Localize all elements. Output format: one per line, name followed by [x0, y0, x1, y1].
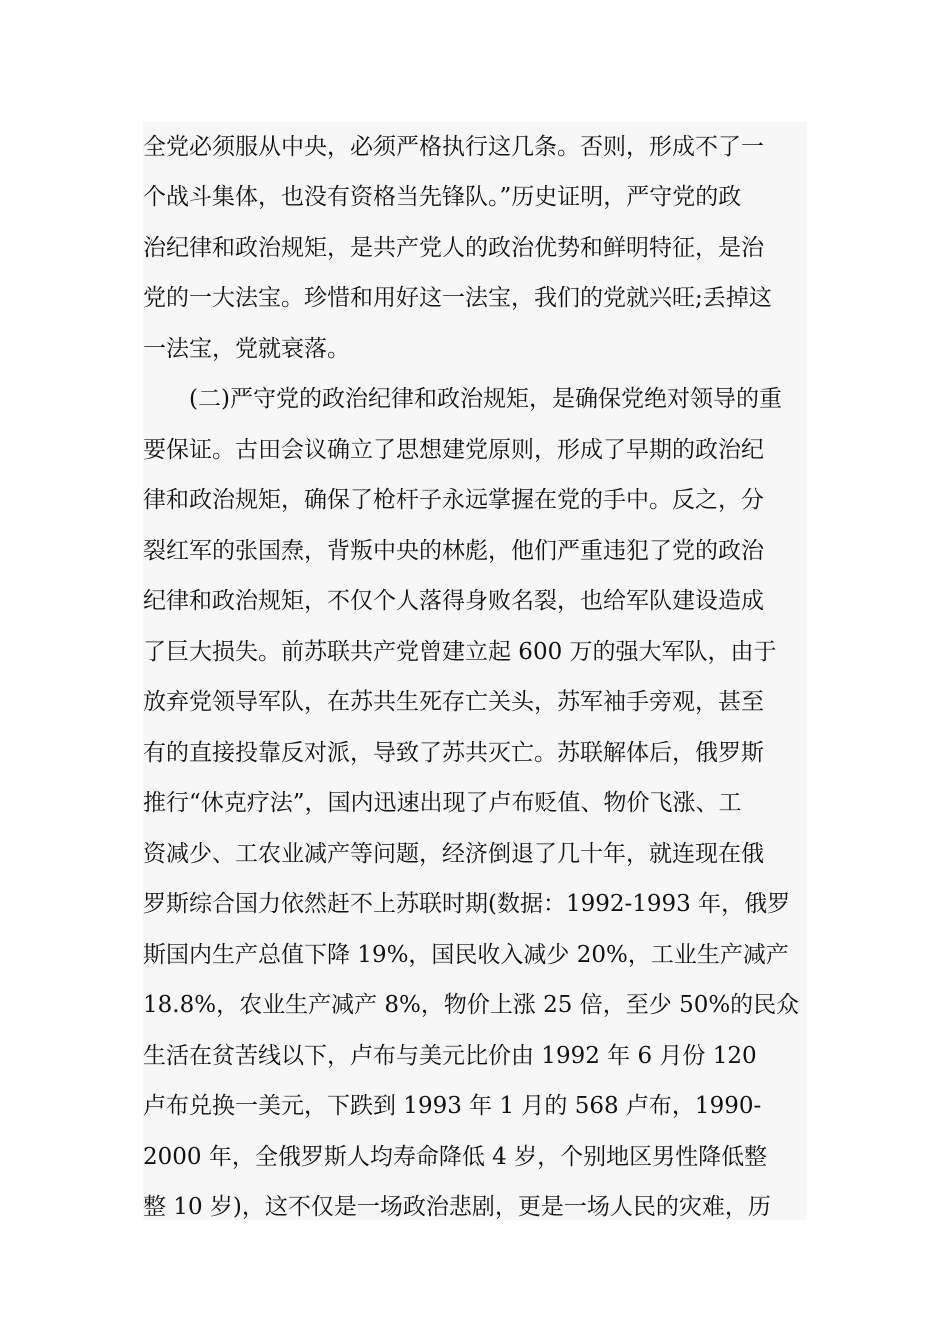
text-line: 个战斗集体，也没有资格当先锋队。”历史证明，严守党的政: [143, 184, 742, 210]
text-line: 一法宝，党就衰落。: [143, 336, 350, 362]
text-line: 治纪律和政治规矩，是共产党人的政治优势和鲜明特征，是治: [143, 235, 764, 261]
text-line: 罗斯综合国力依然赶不上苏联时期(数据：1992-1993 年，俄罗: [143, 891, 791, 917]
text-line: 斯国内生产总值下降 19%，国民收入减少 20%，工业生产减产: [143, 942, 789, 968]
text-line: 纪律和政治规矩，不仅个人落得身败名裂，也给军队建设造成: [143, 588, 764, 614]
text-line: 整 10 岁)，这不仅是一场政治悲剧，更是一场人民的灾难，历: [143, 1194, 771, 1220]
text-line: 2000 年，全俄罗斯人均寿命降低 4 岁，个别地区男性降低整: [143, 1144, 768, 1170]
text-line: 要保证。古田会议确立了思想建党原则，形成了早期的政治纪: [143, 437, 764, 463]
text-line: 全党必须服从中央，必须严格执行这几条。否则，形成不了一: [143, 134, 764, 160]
text-line: 有的直接投靠反对派，导致了苏共灭亡。苏联解体后，俄罗斯: [143, 740, 764, 766]
text-line: 卢布兑换一美元，下跌到 1993 年 1 月的 568 卢布，1990-: [143, 1093, 762, 1119]
text-line: 裂红军的张国焘，背叛中央的林彪，他们严重违犯了党的政治: [143, 538, 764, 564]
text-line: 资减少、工农业减产等问题，经济倒退了几十年，就连现在俄: [143, 841, 764, 867]
text-line: 推行“休克疗法”，国内迅速出现了卢布贬值、物价飞涨、工: [143, 790, 742, 816]
text-line: 党的一大法宝。珍惜和用好这一法宝，我们的党就兴旺;丢掉这: [143, 285, 772, 311]
text-line: 放弃党领导军队，在苏共生死存亡关头，苏军袖手旁观，甚至: [143, 689, 764, 715]
text-line: 了巨大损失。前苏联共产党曾建立起 600 万的强大军队，由于: [143, 639, 777, 665]
text-line: 律和政治规矩，确保了枪杆子永远掌握在党的手中。反之，分: [143, 487, 764, 513]
text-line: 18.8%，农业生产减产 8%，物价上涨 25 倍，至少 50%的民众: [143, 992, 800, 1018]
document-body: [143, 122, 807, 1220]
text-line: (二)严守党的政治纪律和政治规矩，是确保党绝对领导的重: [143, 386, 782, 412]
text-line: 生活在贫苦线以下，卢布与美元比价由 1992 年 6 月份 120: [143, 1043, 757, 1069]
